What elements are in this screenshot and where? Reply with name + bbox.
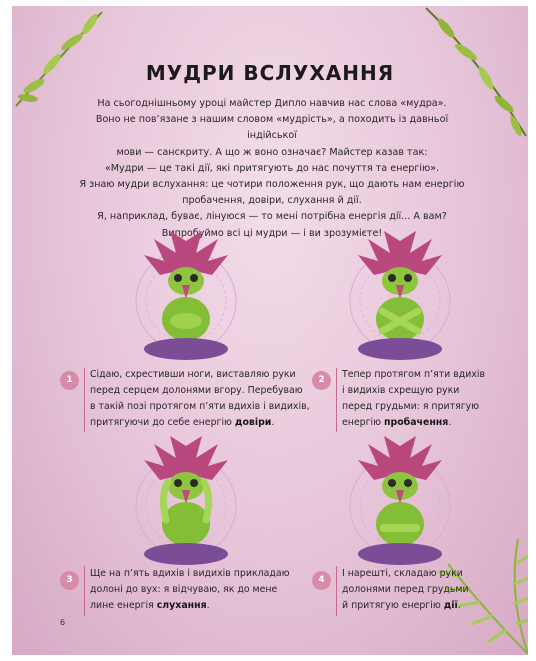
step-line-text: притягуючи до себе енергію <box>90 417 235 428</box>
step-line-end: . <box>457 600 461 611</box>
step-divider <box>84 566 85 616</box>
step-line: і видихів схрещую руки <box>342 385 460 396</box>
intro-line: На сьогоднішньому уроці майстер Дипло навчив нас слова «мудра». <box>97 98 447 109</box>
step-line: Тепер протягом п’яти вдихів <box>342 369 486 380</box>
intro-line: Воно не пов’язане з нашим словом «мудрість», а походить із давньої індійської <box>95 114 449 142</box>
step-line: долонями перед грудьми <box>342 584 469 595</box>
intro-text <box>74 96 470 242</box>
step-line: долоні до вух: я відчуваю, як до мене <box>90 584 278 595</box>
step-line: перед грудьми: я притягую <box>342 401 480 412</box>
step-keyword: довіри <box>234 417 272 428</box>
page-title: МУДРИ ВСЛУХАННЯ <box>145 61 395 85</box>
step-divider <box>336 566 337 616</box>
step-line-end: . <box>448 417 452 428</box>
character-figure-2 <box>344 231 456 363</box>
step-line <box>90 415 340 431</box>
step-number-badge: 3 <box>60 571 79 590</box>
intro-line: Я знаю мудри вслухання: це чотири положення рук, що дають нам енергію <box>79 179 465 191</box>
step-number-badge: 1 <box>60 371 79 390</box>
step-keyword: пробачення <box>384 417 449 428</box>
step-keyword: дії <box>443 600 458 611</box>
step-line: Сідаю, схрестивши ноги, виставляю руки <box>90 369 296 380</box>
step-line: перед серцем долонями вгору. Перебуваю <box>90 385 303 396</box>
step-line-end: . <box>206 600 210 611</box>
step-2-text <box>342 367 512 431</box>
step-line <box>342 415 512 431</box>
step-line-text: лине енергія <box>90 600 157 611</box>
step-line: І нарешті, складаю руки <box>342 568 463 579</box>
step-divider <box>84 368 85 432</box>
step-divider <box>336 368 337 432</box>
step-line-text: й притягую енергію <box>342 600 444 611</box>
intro-line: мови — санскриту. А що ж воно означає? Майстер казав так: <box>116 146 428 158</box>
step-keyword: слухання <box>156 600 207 611</box>
book-page <box>12 6 528 655</box>
page-number: 6 <box>60 618 66 627</box>
step-4-text <box>342 566 492 614</box>
step-number-badge: 4 <box>312 571 331 590</box>
intro-line: Я, наприклад, буває, лінуюся — то мені потрібна енергія дії... А вам? <box>97 211 447 223</box>
intro-line: пробачення, довіри, слухання й дії. <box>182 195 362 207</box>
step-line: в такій позі протягом п’яти вдихів і видихів, <box>90 401 310 412</box>
step-line: Ще на п’ять вдихів і видихів прикладаю <box>90 568 290 579</box>
step-line <box>90 598 330 614</box>
step-number-badge: 2 <box>312 371 331 390</box>
character-figure-3 <box>130 436 242 568</box>
intro-line: «Мудри — це такі дії, які притягують до нас почуття та енергію». <box>104 162 440 174</box>
step-3-text <box>90 566 330 614</box>
step-line-text: енергію <box>342 417 385 428</box>
step-line-end: . <box>271 417 275 428</box>
character-figure-4 <box>344 436 456 568</box>
intro-line: Випробуймо всі ці мудри — і ви зрозумієте! <box>161 227 383 239</box>
step-line <box>342 598 492 614</box>
character-figure-1 <box>130 231 242 363</box>
step-1-text <box>90 367 340 431</box>
